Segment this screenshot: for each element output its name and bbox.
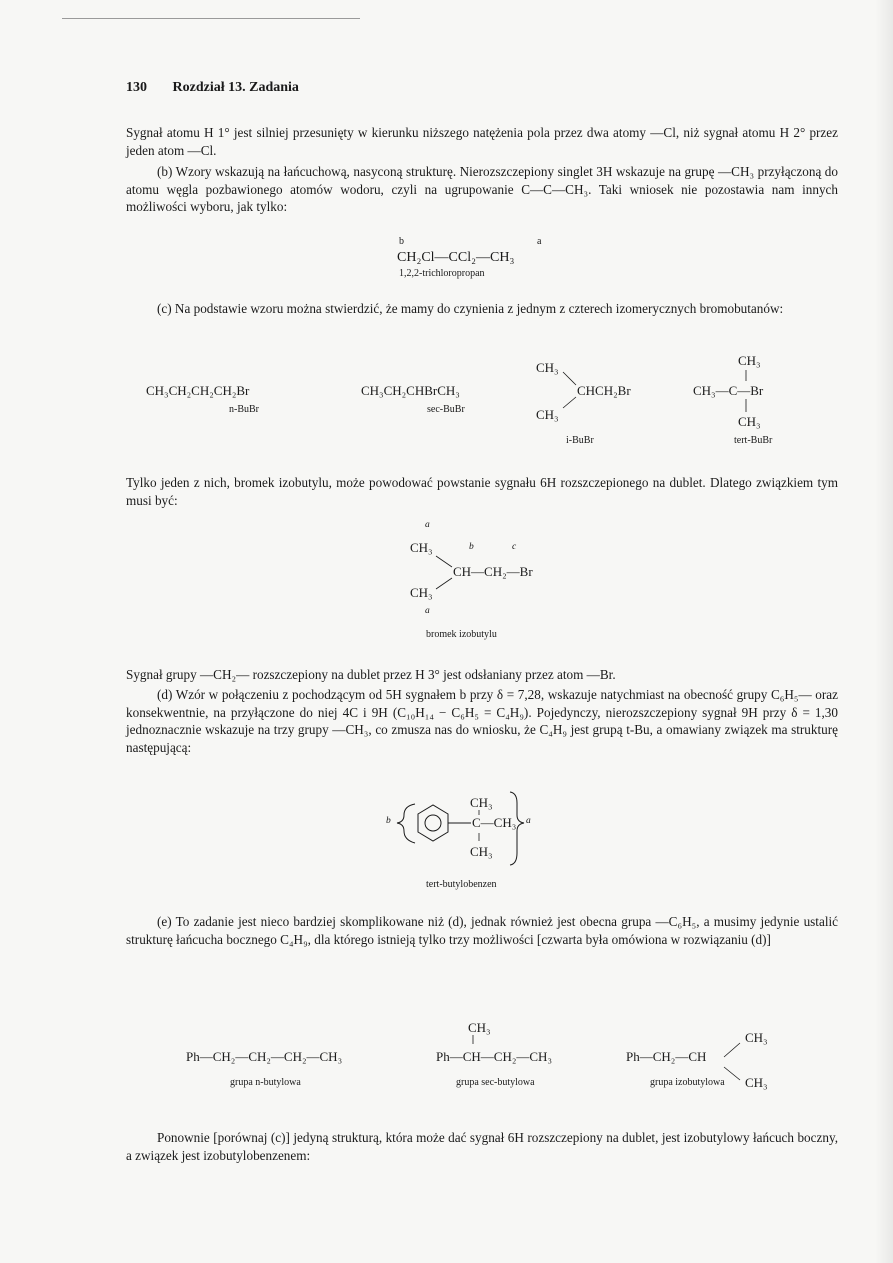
label-a-bottom: a	[425, 606, 430, 616]
isobutyl-ch3-top: CH₃	[410, 540, 433, 555]
paragraph-4: Tylko jeden z nich, bromek izobutylu, może powodować powstanie sygnału 6H rozszczepionego na dublet. Dlatego związkiem tym musi być:	[126, 475, 838, 508]
sec-ch3-top: CH₃	[468, 1020, 491, 1035]
formula-sec-bubr: CH₃CH₂CHBrCH₃	[361, 383, 460, 398]
paragraph-c: (c) Na podstawie wzoru można stwierdzić, że mamy do czynienia z jednym z czterech izomerycznych bromobutanów:	[157, 301, 784, 316]
formula-sec-butyl: Ph—CH—CH₂—CH₃	[436, 1049, 552, 1064]
tbu-ch3-top: CH₃	[470, 795, 493, 810]
iso-ch3-bottom: CH₃	[536, 407, 559, 422]
caption-iso-butyl: grupa izobutylowa	[650, 1077, 725, 1088]
label-c: c	[512, 542, 517, 552]
caption-tert-butylbenzene: tert-butylobenzen	[426, 879, 497, 890]
formula-isobutyl-bromide: CH—CH₂—Br	[453, 564, 533, 579]
label-b: b	[469, 542, 474, 552]
tbu-c-ch3: C—CH₃	[472, 815, 517, 830]
bond-isobutyl-group-bottom	[724, 1067, 740, 1080]
left-brace-icon	[397, 804, 415, 843]
formula-n-butyl: Ph—CH₂—CH₂—CH₂—CH₃	[186, 1049, 343, 1064]
bond-isobutyl-group-top	[724, 1043, 740, 1057]
paragraph-e: (e) To zadanie jest nieco bardziej skomplikowane niż (d), jednak również jest obecna grupa —C₆H₅, a musimy jedynie ustalić strukturę łańcucha bocznego C₄H₉, dla którego istnieją tylko trzy możliwości [czwarta była omówiona w rozwiązaniu (d)]	[126, 914, 838, 947]
bond-iso-bottom	[563, 397, 576, 408]
formula-trichloropropane: CH₂Cl—CCl₂—CH₃	[397, 250, 515, 265]
formula-i-bubr: CHCH₂Br	[577, 383, 631, 398]
caption-n-bubr: n-BuBr	[229, 404, 259, 415]
bond-iso-top	[563, 372, 576, 385]
formula-tert-bubr: CH₃—C—Br	[693, 383, 764, 398]
caption-i-bubr: i-BuBr	[566, 435, 594, 446]
iso-group-ch3-top: CH₃	[745, 1030, 768, 1045]
tert-ch3-bottom: CH₃	[738, 414, 761, 429]
caption-trichloropropane: 1,2,2-trichloropropan	[399, 268, 485, 279]
label-b-tbu: b	[386, 816, 391, 826]
label-b: b	[399, 236, 404, 247]
label-a: a	[537, 236, 542, 247]
caption-tert-bubr: tert-BuBr	[734, 435, 773, 446]
chapter-title: Rozdział 13. Zadania	[172, 80, 299, 95]
paragraph-1: Sygnał atomu H 1° jest silniej przesunięty w kierunku niższego natężenia pola przez dwa atomy —Cl, niż sygnał atomu H 2° przez jeden atom —Cl.	[126, 125, 838, 158]
bond-isobutyl-top	[436, 556, 452, 567]
bond-isobutyl-bottom	[436, 578, 452, 589]
paragraph-8: Ponownie [porównaj (c)] jedyną strukturą, która może dać sygnał 6H rozszczepiony na dublet, jest izobutylowy łańcuch boczny, a związek jest izobutylobenzenem:	[126, 1130, 838, 1163]
paragraph-5: Sygnał grupy —CH₂— rozszczepiony na dublet przez H 3° jest odsłaniany przez atom —Br.	[126, 667, 616, 682]
caption-sec-butyl: grupa sec-butylowa	[456, 1077, 535, 1088]
tbu-ch3-bottom: CH₃	[470, 844, 493, 859]
caption-sec-bubr: sec-BuBr	[427, 404, 465, 415]
isobutyl-ch3-bottom: CH₃	[410, 585, 433, 600]
iso-ch3-top: CH₃	[536, 360, 559, 375]
benzene-ring-icon	[418, 805, 448, 841]
page-number: 130	[126, 80, 147, 95]
label-a-tbu: a	[526, 816, 531, 826]
formula-n-bubr: CH₃CH₂CH₂CH₂Br	[146, 383, 250, 398]
caption-n-butyl: grupa n-butylowa	[230, 1077, 301, 1088]
iso-group-ch3-bottom: CH₃	[745, 1075, 768, 1090]
paragraph-b: (b) Wzory wskazują na łańcuchową, nasyconą strukturę. Nierozszczepiony singlet 3H wskazuje na grupę —CH₃ przyłączoną do atomu węgla pozbawionego atomów wodoru, czyli na ugrupowanie C—C—CH₃. Taki wniosek nie pozostawia nam innych możliwości wyboru, jak tylko:	[126, 164, 838, 214]
label-a-top: a	[425, 520, 430, 530]
caption-isobutyl-bromide: bromek izobutylu	[426, 629, 497, 640]
paragraph-d: (d) Wzór w połączeniu z pochodzącym od 5H sygnałem b przy δ = 7,28, wskazuje natychmiast na obecność grupy C₆H₅— oraz konsekwentnie, na przyłączone do niej 4C i 9H (C₁₀H₁₄ − C₆H₅ = C₄H₉). Pojedynczy, nierozszczepiony sygnał 9H przy δ = 1,30 jednoznacznie wskazuje na trzy grupy —CH₃, co zmusza nas do wniosku, że C₄H₉ jest grupą t-Bu, a omawiany związek ma strukturę następującą:	[126, 687, 838, 755]
tert-ch3-top: CH₃	[738, 353, 761, 368]
formula-iso-butyl: Ph—CH₂—CH	[626, 1049, 707, 1064]
